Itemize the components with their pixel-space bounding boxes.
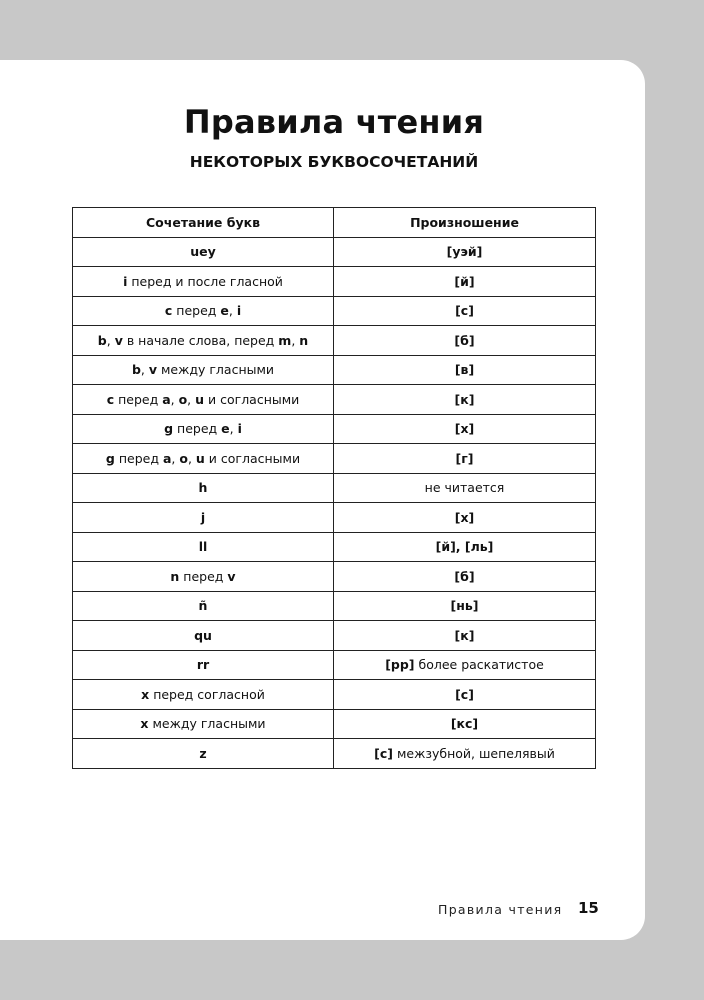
bold-text: j	[200, 509, 206, 525]
bold-text: i	[123, 273, 128, 289]
bold-text: [х]	[454, 509, 475, 525]
plain-text: перед	[114, 450, 163, 466]
table-row	[73, 355, 596, 385]
combination-cell	[73, 237, 334, 267]
combination-cell	[73, 267, 334, 297]
table-row	[73, 385, 596, 415]
plain-text: ,	[187, 391, 196, 407]
pronunciation-cell	[334, 621, 596, 651]
bold-text: ñ	[198, 598, 208, 614]
combination-cell	[73, 621, 334, 651]
bold-text: c	[106, 391, 115, 407]
pronunciation-cell	[334, 473, 596, 503]
bold-text: i	[236, 303, 242, 319]
combination-cell	[73, 709, 334, 739]
bold-text: [с]	[455, 686, 474, 702]
bold-text: [с]	[374, 745, 393, 761]
table-row	[73, 267, 596, 297]
plain-text: между гласными	[148, 716, 266, 732]
bold-text: v	[148, 362, 157, 378]
plain-text: ,	[171, 450, 180, 466]
combination-cell	[73, 532, 334, 562]
bold-text: [кс]	[450, 716, 479, 732]
plain-text: перед	[172, 303, 221, 319]
pronunciation-cell	[334, 709, 596, 739]
book-page	[0, 60, 645, 940]
plain-text: ,	[106, 332, 115, 348]
plain-text: перед согласной	[149, 686, 265, 702]
bold-text: uey	[190, 244, 216, 260]
table-row	[73, 680, 596, 710]
table-row	[73, 326, 596, 356]
plain-text: ,	[140, 362, 149, 378]
pronunciation-cell	[334, 503, 596, 533]
bold-text: u	[195, 391, 205, 407]
plain-text: ,	[228, 303, 237, 319]
header-pronunciation: Произношение	[334, 208, 596, 238]
bold-text: [г]	[455, 450, 474, 466]
bold-text: [нь]	[450, 598, 479, 614]
bold-text: v	[227, 568, 236, 584]
table-row	[73, 562, 596, 592]
plain-text: перед и после гласной	[127, 273, 283, 289]
bold-text: b	[131, 362, 141, 378]
plain-text: ,	[170, 391, 179, 407]
bold-text: x	[141, 686, 150, 702]
pronunciation-cell	[334, 562, 596, 592]
page-title: Правила чтения	[183, 103, 485, 141]
pronunciation-cell	[334, 532, 596, 562]
bold-text: i	[237, 421, 242, 437]
bold-text: [к]	[454, 391, 475, 407]
bold-text: n	[299, 332, 309, 348]
bold-text: [рр]	[385, 657, 415, 673]
bold-text: qu	[194, 627, 212, 643]
combination-cell	[73, 739, 334, 769]
table-row	[73, 591, 596, 621]
bold-text: [й], [ль]	[435, 539, 494, 555]
pronunciation-cell	[334, 326, 596, 356]
combination-cell	[73, 385, 334, 415]
table-row	[73, 621, 596, 651]
plain-text: и согласными	[204, 391, 300, 407]
plain-text: межзубной, шепелявый	[392, 745, 555, 761]
bold-text: [к]	[454, 627, 475, 643]
bold-text: [б]	[454, 332, 475, 348]
bold-text: e	[220, 303, 229, 319]
pronunciation-cell	[334, 650, 596, 680]
plain-text: не читается	[424, 480, 505, 496]
combination-cell	[73, 296, 334, 326]
bold-text: e	[221, 421, 230, 437]
bold-text: g	[105, 450, 115, 466]
table-row	[73, 739, 596, 769]
bold-text: n	[170, 568, 180, 584]
page-subtitle: НЕКОТОРЫХ БУКВОСОЧЕТАНИЙ	[189, 153, 479, 171]
combination-cell	[73, 591, 334, 621]
pronunciation-cell	[334, 385, 596, 415]
plain-text: перед	[114, 391, 163, 407]
combination-cell	[73, 326, 334, 356]
combination-cell	[73, 650, 334, 680]
pronunciation-cell	[334, 591, 596, 621]
reading-rules-table	[72, 207, 596, 769]
table-row	[73, 473, 596, 503]
table-row	[73, 503, 596, 533]
bold-text: [х]	[454, 421, 475, 437]
table-row	[73, 709, 596, 739]
plain-text: перед	[173, 421, 222, 437]
pronunciation-cell	[334, 237, 596, 267]
table-row	[73, 650, 596, 680]
bold-text: g	[164, 421, 174, 437]
plain-text: и согласными	[204, 450, 301, 466]
plain-text: ,	[187, 450, 196, 466]
bold-text: m	[278, 332, 292, 348]
bold-text: c	[164, 303, 173, 319]
bold-text: b	[97, 332, 107, 348]
bold-text: a	[162, 450, 172, 466]
pronunciation-cell	[334, 680, 596, 710]
combination-cell	[73, 503, 334, 533]
combination-cell	[73, 414, 334, 444]
plain-text: перед	[179, 568, 228, 584]
pronunciation-cell	[334, 267, 596, 297]
plain-text: более раскатистое	[414, 657, 544, 673]
plain-text: между гласными	[157, 362, 275, 378]
bold-text: x	[140, 716, 149, 732]
footer-section-title: Правила чтения	[438, 902, 563, 917]
pronunciation-cell	[334, 739, 596, 769]
bold-text: ll	[198, 539, 208, 555]
header-combination: Сочетание букв	[73, 208, 334, 238]
table-row	[73, 444, 596, 474]
combination-cell	[73, 473, 334, 503]
bold-text: v	[114, 332, 123, 348]
bold-text: u	[195, 450, 205, 466]
bold-text: rr	[196, 657, 210, 673]
pronunciation-cell	[334, 355, 596, 385]
bold-text: z	[199, 745, 207, 761]
table-row	[73, 237, 596, 267]
combination-cell	[73, 562, 334, 592]
bold-text: [уэй]	[446, 244, 483, 260]
bold-text: o	[179, 450, 188, 466]
pronunciation-cell	[334, 296, 596, 326]
plain-text: ,	[229, 421, 238, 437]
bold-text: [б]	[454, 568, 475, 584]
bold-text: [с]	[455, 303, 474, 319]
combination-cell	[73, 355, 334, 385]
bold-text: o	[178, 391, 188, 407]
bold-text: [й]	[454, 273, 475, 289]
pronunciation-cell	[334, 414, 596, 444]
bold-text: h	[198, 480, 208, 496]
combination-cell	[73, 680, 334, 710]
table-header-row	[73, 208, 596, 238]
bold-text: [в]	[454, 362, 475, 378]
table-row	[73, 532, 596, 562]
page-number: 15	[578, 899, 599, 917]
table-row	[73, 414, 596, 444]
bold-text: a	[162, 391, 171, 407]
combination-cell	[73, 444, 334, 474]
table-body	[73, 237, 596, 768]
plain-text: в начале слова, перед	[122, 332, 279, 348]
table-row	[73, 296, 596, 326]
plain-text: ,	[291, 332, 300, 348]
pronunciation-cell	[334, 444, 596, 474]
